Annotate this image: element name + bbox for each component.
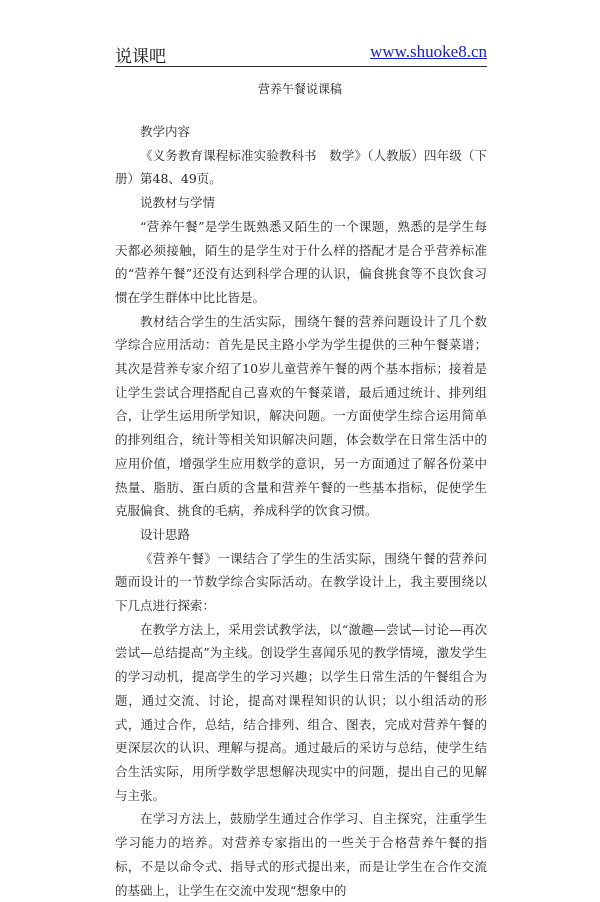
paragraph-topic: “营养午餐”是学生既熟悉又陌生的一个课题，熟悉的是学生每天都必须接触，陌生的是学生对于什么样的搭配才是合乎营养标准的“营养午餐”还没有达到科学合理的认识，偏食挑食等不良饮食习惯在学生群体中比比皆是。 <box>115 218 487 305</box>
brand-name: 说课吧 <box>115 47 166 67</box>
page-header <box>115 40 487 67</box>
paragraph-material: 教材结合学生的生活实际，围绕午餐的营养问题设计了几个数学综合应用活动：首先是民主路小学为学生提供的三种午餐菜谱；其次是营养专家介绍了10岁儿童营养午餐的两个基本指标；接着是让学生尝试合理搭配自己喜欢的午餐菜谱，最后通过统计、排列组合，让学生运用所学知识，解决问题。一方面使学生综合运用简单的排列组合，统计等相关知识解决问题，体会数学在日常生活中的应用价值，增强学生应用数学的意识，另一方面通过了解各份菜中热量、脂肪、蛋白质的含量和营养午餐的一些基本指标，促使学生克服偏食、挑食的毛病，养成科学的饮食习惯。 <box>115 313 487 519</box>
paragraph-teaching-method: 在教学方法上，采用尝试教学法，以“激趣—尝试—讨论—再次尝试—总结提高”为主线。创设学生喜闻乐见的教学情境，激发学生的学习动机，提高学生的学习兴趣；以学生日常生活的午餐组合为题，通过交流、讨论，提高对课程知识的认识；以小组活动的形式，通过合作，总结，结合排列、组合、图表，完成对营养午餐的更深层次的认识、理解与提高。通过最后的采访与总结，使学生结合生活实际，用所学数学思想解决现实中的问题，提出自己的见解与主张。 <box>115 621 487 803</box>
section-heading-material: 说教材与学情 <box>140 195 216 211</box>
site-link[interactable]: www.shuoke8.cn <box>370 42 487 61</box>
document-body <box>115 120 487 902</box>
document-title: 营养午餐说课稿 <box>257 82 342 96</box>
paragraph-textbook: 《义务教育课程标准实验教科书 数学》（人教版）四年级（下册）第48、49页。 <box>115 147 487 187</box>
paragraph-design-intro: 《营养午餐》一课结合了学生的生活实际，围绕午餐的营养问题而设计的一节数学综合实际活动。在教学设计上，我主要围绕以下几点进行探索： <box>115 550 487 614</box>
paragraph-learning-method: 在学习方法上，鼓励学生通过合作学习、自主探究，注重学生学习能力的培养。对营养专家指出的一些关于合格营养午餐的指标，不是以命令式、指导式的形式提出来，而是让学生在合作交流的基础上，让学生在交流中发现“想象中的 <box>115 811 487 898</box>
section-heading-design: 设计思路 <box>140 526 191 542</box>
section-heading-content: 教学内容 <box>140 124 191 139</box>
